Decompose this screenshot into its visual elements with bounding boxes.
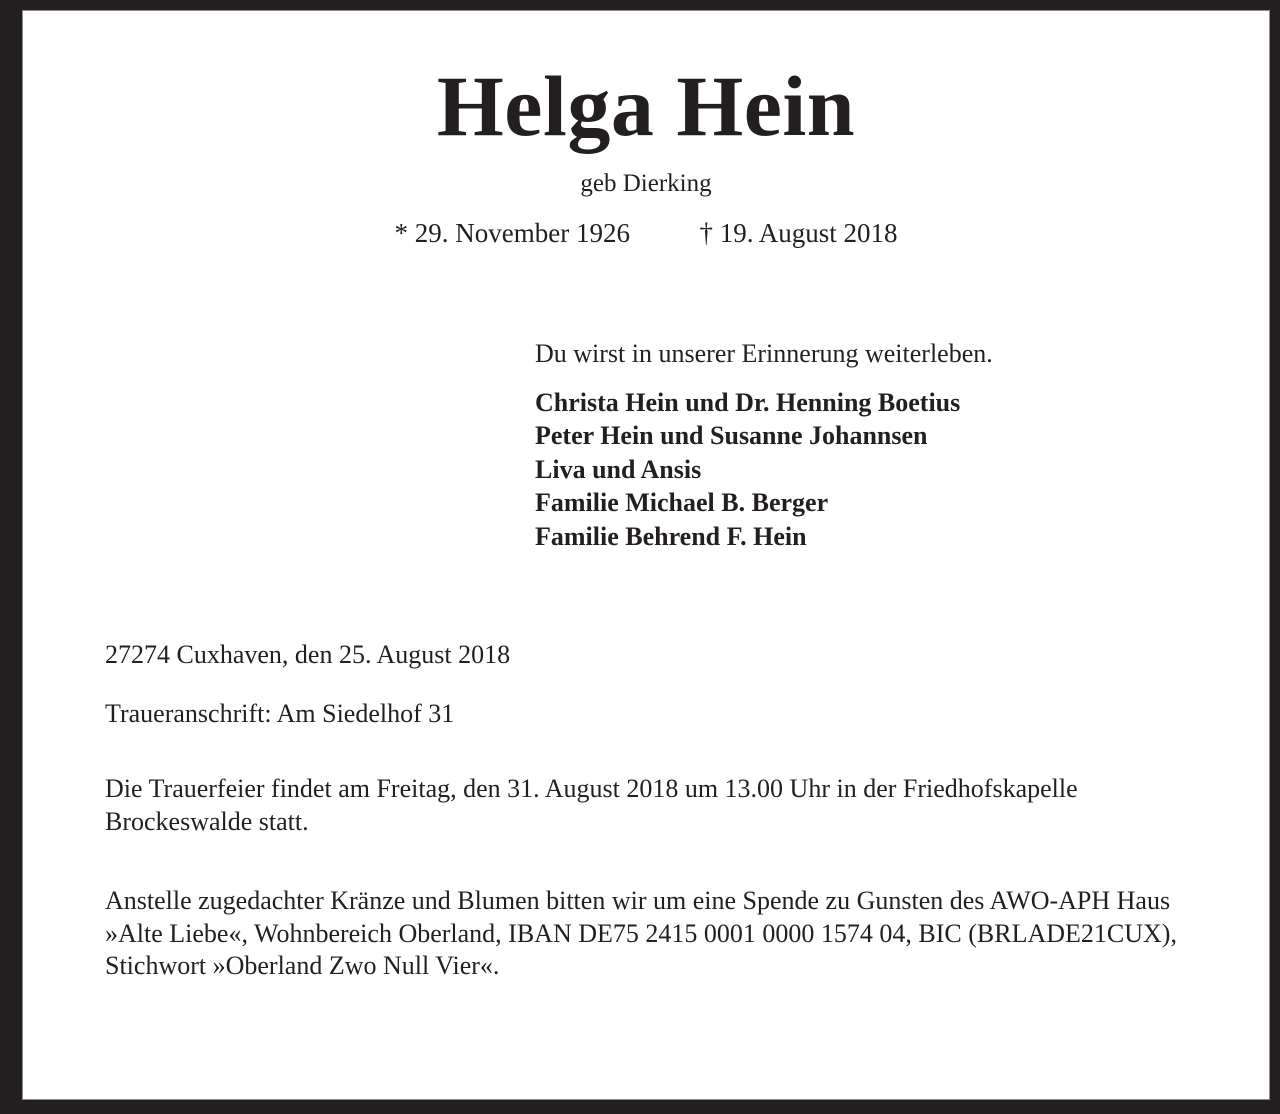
donation-request-text: Anstelle zugedachter Kränze und Blumen bitten wir um eine Spende zu Gunsten des AWO-APH Haus »Alte Liebe«, Wohnbereich Oberland, IBAN DE75 2415 0001 0000 1574 04, BIC (BRLADE21CUX), Stichwort »Oberland Zwo Null Vier«. <box>105 885 1177 981</box>
mourner-line: Christa Hein und Dr. Henning Boetius <box>535 387 961 417</box>
mourner-line: Liva und Ansis <box>535 454 702 484</box>
obituary-notice <box>22 10 1270 1100</box>
funeral-service-text: Die Trauerfeier findet am Freitag, den 31. August 2018 um 13.00 Uhr in der Friedhofskapelle Brockeswalde statt. <box>105 774 1078 837</box>
birth-date: * 29. November 1926 <box>394 217 630 248</box>
maiden-name: geb Dierking <box>580 169 712 197</box>
mourner-line: Peter Hein und Susanne Johannsen <box>535 421 928 451</box>
place-and-date: 27274 Cuxhaven, den 25. August 2018 <box>105 640 511 669</box>
death-date: † 19. August 2018 <box>699 217 898 248</box>
spacer <box>105 839 1203 885</box>
spacer <box>105 670 1203 698</box>
obituary-body <box>105 639 1203 983</box>
life-dates <box>23 217 1269 249</box>
deceased-name: Helga Hein <box>436 58 856 154</box>
obituary-header <box>23 11 1269 249</box>
mourner-line: Familie Michael B. Berger <box>535 488 829 518</box>
mourning-address: Traueranschrift: Am Siedelhof 31 <box>105 699 455 729</box>
mourners-block <box>535 338 1235 553</box>
memory-line: Du wirst in unserer Erinnerung weiterleben. <box>535 339 993 368</box>
mourner-line: Familie Behrend F. Hein <box>535 521 807 551</box>
spacer <box>105 729 1203 773</box>
